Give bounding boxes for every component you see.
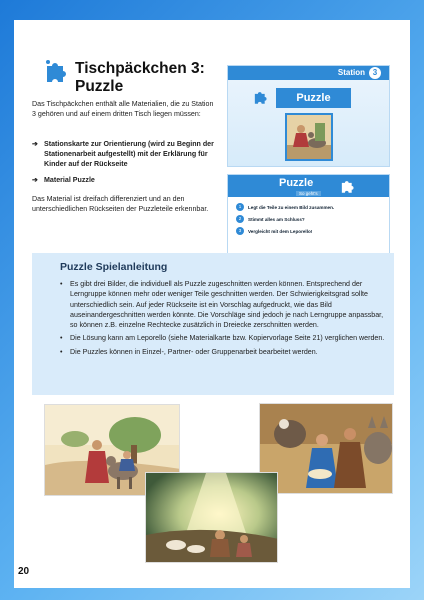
step-number: 3 xyxy=(236,227,244,235)
intro-paragraph: Das Tischpäckchen enthält alle Materialien, die zu Station 3 gehören und auf einem dritten Tisch liegen müssen: xyxy=(32,100,214,119)
bullet-dot-icon: • xyxy=(60,347,63,356)
nativity-illustration xyxy=(285,113,333,161)
list-item xyxy=(60,333,390,343)
station-label: Station xyxy=(337,68,365,77)
list-item xyxy=(236,215,386,223)
page-number: 20 xyxy=(18,566,30,577)
list-item xyxy=(236,227,386,235)
material-bullet-list xyxy=(32,139,218,190)
title-line-1: Tischpäckchen 3: xyxy=(75,60,205,77)
nativity-stable-illustration xyxy=(259,403,393,494)
back-card-title: Puzzle xyxy=(279,177,314,189)
bullet-dot-icon: • xyxy=(60,280,63,288)
bullet-text: Material Puzzle xyxy=(44,175,95,184)
list-item xyxy=(60,347,390,357)
arrow-icon: ➔ xyxy=(32,175,38,184)
rules-list xyxy=(60,279,390,360)
rules-text: Die Puzzles können in Einzel-, Partner- oder Gruppenarbeit bearbeitet werden. xyxy=(70,347,318,356)
puzzle-piece-icon xyxy=(340,178,356,194)
list-item xyxy=(32,139,218,170)
shepherds-illustration xyxy=(145,472,278,563)
material-note: Das Material ist dreifach differenziert und an den unterschiedlichen Rückseiten der Puzzleteile erkennbar. xyxy=(32,195,209,214)
puzzle-piece-icon xyxy=(253,89,269,105)
station-card-header xyxy=(228,66,390,80)
list-item xyxy=(60,279,390,330)
page-title xyxy=(75,60,225,96)
station-number-badge: 3 xyxy=(369,67,381,79)
list-item xyxy=(32,175,218,185)
step-text: Vergleicht mit dem Leporello! xyxy=(248,228,313,234)
puzzle-piece-icon xyxy=(44,58,70,84)
step-number: 2 xyxy=(236,215,244,223)
arrow-icon: ➔ xyxy=(32,140,38,148)
step-text: Legt die Teile zu einem Bild zusammen. xyxy=(248,204,335,210)
rules-text: Die Lösung kann am Leporello (siehe Materialkarte bzw. Kopiervorlage Seite 21) verglichen werden. xyxy=(70,334,385,343)
back-card-subtitle: So geht's xyxy=(296,191,321,196)
step-text: Stimmt alles am Schluss? xyxy=(248,216,305,222)
bullet-text: Stationskarte zur Orientierung (wird zu Beginn der Stationenarbeit aufgestellt) mit der Erklärung für Kinder auf der Rückseite xyxy=(44,140,214,169)
bullet-dot-icon: • xyxy=(60,334,63,343)
rules-box xyxy=(32,253,394,395)
title-line-2: Puzzle xyxy=(75,78,124,95)
rules-title: Puzzle Spielanleitung xyxy=(60,261,168,273)
back-card-steps xyxy=(236,203,386,239)
station-card-title: Puzzle xyxy=(276,88,351,108)
rules-text: Es gibt drei Bilder, die individuell als Puzzle zugeschnitten werden können. Entsprechend der Lerngruppe können mehr oder weniger Teile geschnitten werden. Der Schwierigkeitsgrad sollte unterschiedlich sein. Auf jeder Rückseite ist ein Vorschlag aufgedruckt, wie das Bild auseinandergeschnitten werden könnte. Die Vorschläge sind jedoch je nach Lerngruppe anpassbar, so können z.B. einzelne Rechtecke zusätzlich in Dreiecke zerschnitten werden. xyxy=(70,280,384,330)
step-number: 1 xyxy=(236,203,244,211)
station-card-preview xyxy=(227,65,390,167)
list-item xyxy=(236,203,386,211)
